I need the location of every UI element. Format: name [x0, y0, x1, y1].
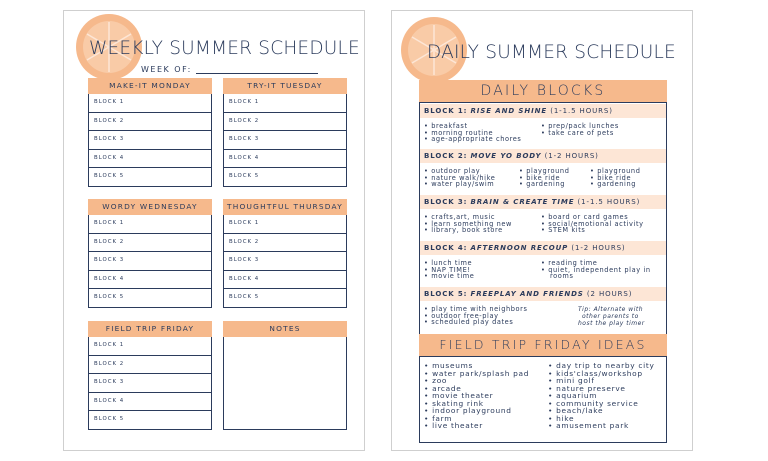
block-row: BLOCK 2 [89, 234, 211, 253]
list-item: • board or card games [541, 214, 644, 221]
list-item: • social/emotional activity [541, 221, 644, 228]
block-row: BLOCK 5 [94, 173, 125, 180]
day-box-wednesday [88, 199, 212, 308]
block-row: BLOCK 2 [89, 356, 211, 375]
page-title: DAILY SUMMER SCHEDULE [427, 42, 676, 63]
block-number: BLOCK 2: [424, 152, 468, 160]
list-item: • community service [548, 400, 655, 408]
block-number: BLOCK 4: [424, 244, 468, 252]
daily-blocks-frame [419, 102, 667, 340]
block-heading [420, 195, 666, 209]
block-name: BRAIN & CREATE TIME [470, 198, 575, 206]
list-item: • live theater [424, 422, 529, 430]
list-item: • zoo [424, 377, 529, 385]
tip-line: host the play timer [578, 320, 645, 327]
daily-schedule-page [391, 10, 693, 451]
block-row: BLOCK 3 [89, 131, 211, 150]
list-item: • nature preserve [548, 385, 655, 393]
list-item: • museums [424, 362, 529, 370]
block-hours: (1-1.5 HOURS) [550, 107, 613, 115]
day-header: MAKE-IT MONDAY [88, 78, 212, 94]
list-item: • gardening [590, 181, 640, 188]
list-item: • beach/lake [548, 407, 655, 415]
tip-line: other parents to [582, 313, 639, 320]
block-hours: (2 HOURS) [586, 290, 633, 298]
list-item: • bike ride [519, 175, 569, 182]
activity-list [424, 214, 512, 234]
notes-header: NOTES [223, 321, 347, 337]
block-row: BLOCK 4 [224, 150, 346, 169]
block-number: BLOCK 1: [424, 107, 468, 115]
daily-blocks-header: DAILY BLOCKS [419, 80, 667, 102]
block-row: BLOCK 3 [89, 374, 211, 393]
list-item: • playground [519, 168, 569, 175]
week-of-field [141, 65, 318, 74]
list-item: • arcade [424, 385, 529, 393]
list-item: • NAP TIME! [424, 267, 474, 274]
block-row: BLOCK 2 [224, 234, 346, 253]
field-trip-list [548, 362, 655, 430]
page-title: WEEKLY SUMMER SCHEDULE [89, 38, 360, 59]
list-item: • learn something new [424, 221, 512, 228]
list-item: • take care of pets [541, 130, 619, 137]
field-trip-list [424, 362, 529, 430]
list-item: • STEM kits [541, 227, 644, 234]
list-item: • reading time [541, 260, 651, 267]
activity-list [541, 123, 619, 136]
block-number: BLOCK 5: [424, 290, 468, 298]
list-item: • playground [590, 168, 640, 175]
block-hours: (1-1.5 HOURS) [577, 198, 641, 206]
block-hours: (1-2 HOURS) [544, 152, 599, 160]
list-item: • gardening [519, 181, 569, 188]
notes-box [223, 321, 347, 430]
list-item: • library, book store [424, 227, 512, 234]
activity-list [424, 168, 495, 188]
day-header: FIELD TRIP FRIDAY [88, 321, 212, 337]
block-hours: (1-2 HOURS) [571, 244, 626, 252]
list-item: • breakfast [424, 123, 521, 130]
block-row: BLOCK 2 [89, 113, 211, 132]
day-box-tuesday [223, 78, 347, 187]
list-item: • skating rink [424, 400, 529, 408]
block-row: BLOCK 4 [89, 150, 211, 169]
activity-list [541, 214, 644, 234]
block-row: BLOCK 4 [89, 271, 211, 290]
activity-list [519, 168, 569, 188]
list-item: • movie time [424, 273, 474, 280]
list-item: • farm [424, 415, 529, 423]
week-of-label: WEEK OF: [141, 65, 192, 74]
activity-list [590, 168, 640, 188]
day-box-friday [88, 321, 212, 430]
week-of-line [196, 73, 318, 74]
activity-list [424, 306, 528, 326]
list-item: • water park/splash pad [424, 370, 529, 378]
block-name: AFTERNOON RECOUP [470, 244, 569, 252]
block-row: BLOCK 1 [224, 94, 346, 113]
block-row: BLOCK 5 [94, 416, 125, 423]
field-trip-frame [419, 356, 667, 443]
list-item: • morning routine [424, 130, 521, 137]
list-item: • outdoor free-play [424, 313, 528, 320]
list-item: • quiet, independent play in [541, 267, 651, 274]
field-trip-header: FIELD TRIP FRIDAY IDEAS [419, 334, 667, 356]
block-heading [420, 149, 666, 163]
list-item: • amusement park [548, 422, 655, 430]
list-item: • aquarium [548, 392, 655, 400]
block-row: BLOCK 5 [229, 294, 260, 301]
block-row: BLOCK 3 [224, 252, 346, 271]
weekly-schedule-page [63, 10, 365, 451]
day-box-thursday [223, 199, 347, 308]
list-item: • age-appropriate chores [424, 136, 521, 143]
block-row: BLOCK 1 [89, 215, 211, 234]
list-item: • water play/swim [424, 181, 495, 188]
list-item: • nature walk/hike [424, 175, 495, 182]
block-row: BLOCK 5 [229, 173, 260, 180]
block-name: MOVE YO BODY [470, 152, 542, 160]
day-box-monday [88, 78, 212, 187]
list-item: • indoor playground [424, 407, 529, 415]
list-item: • outdoor play [424, 168, 495, 175]
list-item-continued: rooms [550, 272, 574, 281]
list-item: • scheduled play dates [424, 319, 528, 326]
notes-area[interactable] [223, 337, 347, 430]
list-item: • hike [548, 415, 655, 423]
block-heading [420, 241, 666, 255]
tip-line: Tip: Alternate with [578, 306, 644, 313]
block-row: BLOCK 2 [224, 113, 346, 132]
list-item: • day trip to nearby city [548, 362, 655, 370]
list-item: • play time with neighbors [424, 306, 528, 313]
list-item: • bike ride [590, 175, 640, 182]
day-header: WORDY WEDNESDAY [88, 199, 212, 215]
block-row: BLOCK 3 [224, 131, 346, 150]
activity-list [424, 123, 521, 143]
block-number: BLOCK 3: [424, 198, 468, 206]
activity-list [424, 260, 474, 280]
list-item: • prep/pack lunches [541, 123, 619, 130]
block-row: BLOCK 4 [89, 393, 211, 412]
block-row: BLOCK 3 [89, 252, 211, 271]
list-item: • crafts,art, music [424, 214, 512, 221]
list-item: • mini golf [548, 377, 655, 385]
list-item: • movie theater [424, 392, 529, 400]
block-row: BLOCK 1 [89, 94, 211, 113]
list-item: • lunch time [424, 260, 474, 267]
tip-note [578, 306, 645, 327]
block-name: FREEPLAY AND FRIENDS [470, 290, 584, 298]
day-header: TRY-IT TUESDAY [223, 78, 347, 94]
block-heading [420, 287, 666, 301]
block-row: BLOCK 1 [224, 215, 346, 234]
activity-list [541, 260, 651, 280]
block-row: BLOCK 1 [89, 337, 211, 356]
list-item: • kids'class/workshop [548, 370, 655, 378]
day-header: THOUGHTFUL THURSDAY [223, 199, 347, 215]
block-name: RISE AND SHINE [470, 107, 548, 115]
block-heading [420, 104, 666, 118]
block-row: BLOCK 4 [224, 271, 346, 290]
block-row: BLOCK 5 [94, 294, 125, 301]
